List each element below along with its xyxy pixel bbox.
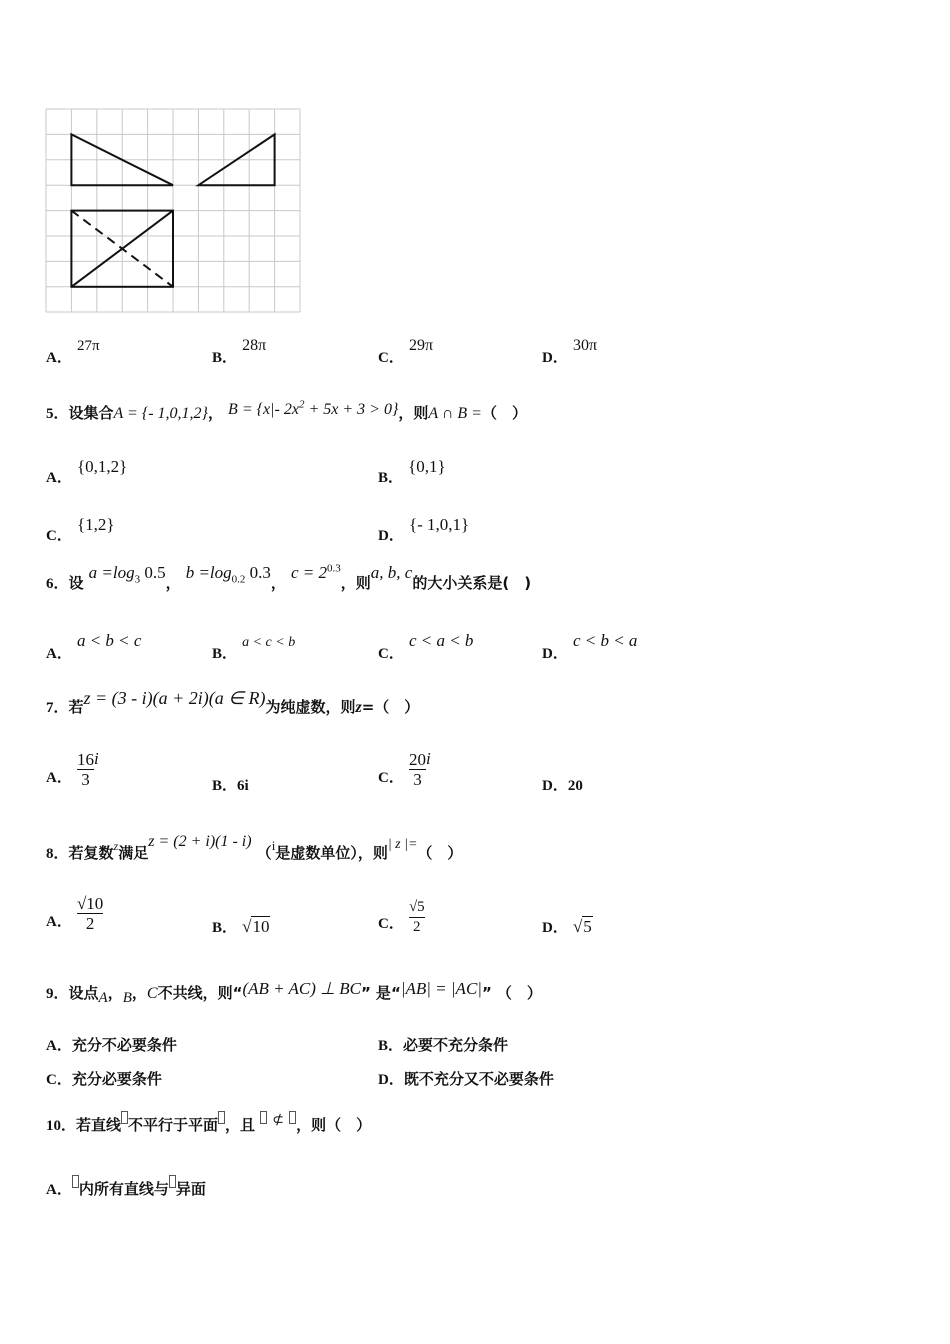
q9-option-d[interactable]: D．既不充分又不必要条件 [378,1070,554,1088]
q6-option-a[interactable]: A． a < b < c [46,631,142,662]
q5-option-d[interactable]: D． {- 1,0,1} [378,515,470,544]
missing-glyph-icon [260,1111,267,1124]
q8-option-d[interactable]: D． √5 [542,917,592,936]
missing-glyph-icon [72,1175,79,1188]
q8-stem: 8．若复数$^z$满足z = (2 + i)(1 - i) （$^i$是虚数单位），则| z |=（ ） [46,833,463,862]
q9-option-c[interactable]: C．充分必要条件 [46,1070,162,1088]
q4-option-b[interactable]: B． 28π [212,337,267,366]
q5-stem: 5．设集合A = {- 1,0,1,2}， B = {x|- $2x^2 + 5x + 3 > 0$}，则A ∩ B =（ ） [46,398,527,422]
q10-stem: 10．若直线 不平行于平面 ，且 ⊄ ，则（ ） [46,1113,372,1134]
three-view-figure [45,108,303,316]
q6-stem: 6．设 $a =\log_3$ 0.5， $b =\log_{0.2}$ 0.3， $c = 2^{0.3}$，则a, b, c的大小关系是( ) [46,562,532,592]
q6-option-c[interactable]: C． c < a < b [378,631,474,662]
q8-option-a[interactable]: A． $\frac{√10}{2}$ [46,894,104,933]
missing-glyph-icon [218,1111,225,1124]
q7-option-a[interactable]: A． $\frac{16}{3}$ i [46,749,99,789]
q10-option-a[interactable]: A． 内所有直线与 异面 [46,1178,206,1199]
q9-stem: 9．设点A，B，C不共线，则“(AB + AC) ⊥ BC” 是“|AB| = |AC|” （ ） [46,979,542,1006]
q6-option-d[interactable]: D． c < b < a [542,631,638,662]
q5-option-c[interactable]: C． {1,2} [46,515,115,544]
q6-option-b[interactable]: B． a < c < b [212,635,296,662]
q8-option-b[interactable]: B． √10 [212,917,270,936]
q4-option-c[interactable]: C． 29π [378,337,434,366]
missing-glyph-icon [289,1111,296,1124]
q4-option-a[interactable]: A． 27π [46,338,100,366]
q7-option-c[interactable]: C． $\frac{20}{3}$ i [378,749,431,789]
q9-option-a[interactable]: A．充分不必要条件 [46,1036,177,1054]
q4-option-d[interactable]: D． 30π [542,337,598,366]
q7-option-b[interactable]: B．6i [212,778,249,794]
q7-stem: 7．若z = (3 - i)(a + 2i)(a ∈ R)为纯虚数，则z=（ ） [46,688,420,716]
q7-option-d[interactable]: D．20 [542,778,583,794]
q5-option-b[interactable]: B． {0,1} [378,457,446,486]
q8-option-c[interactable]: C． $\frac{√5}{2}$ [378,899,425,935]
missing-glyph-icon [121,1111,128,1124]
q9-option-b[interactable]: B．必要不充分条件 [378,1036,509,1054]
q5-option-a[interactable]: A． {0,1,2} [46,457,128,486]
missing-glyph-icon [169,1175,176,1188]
